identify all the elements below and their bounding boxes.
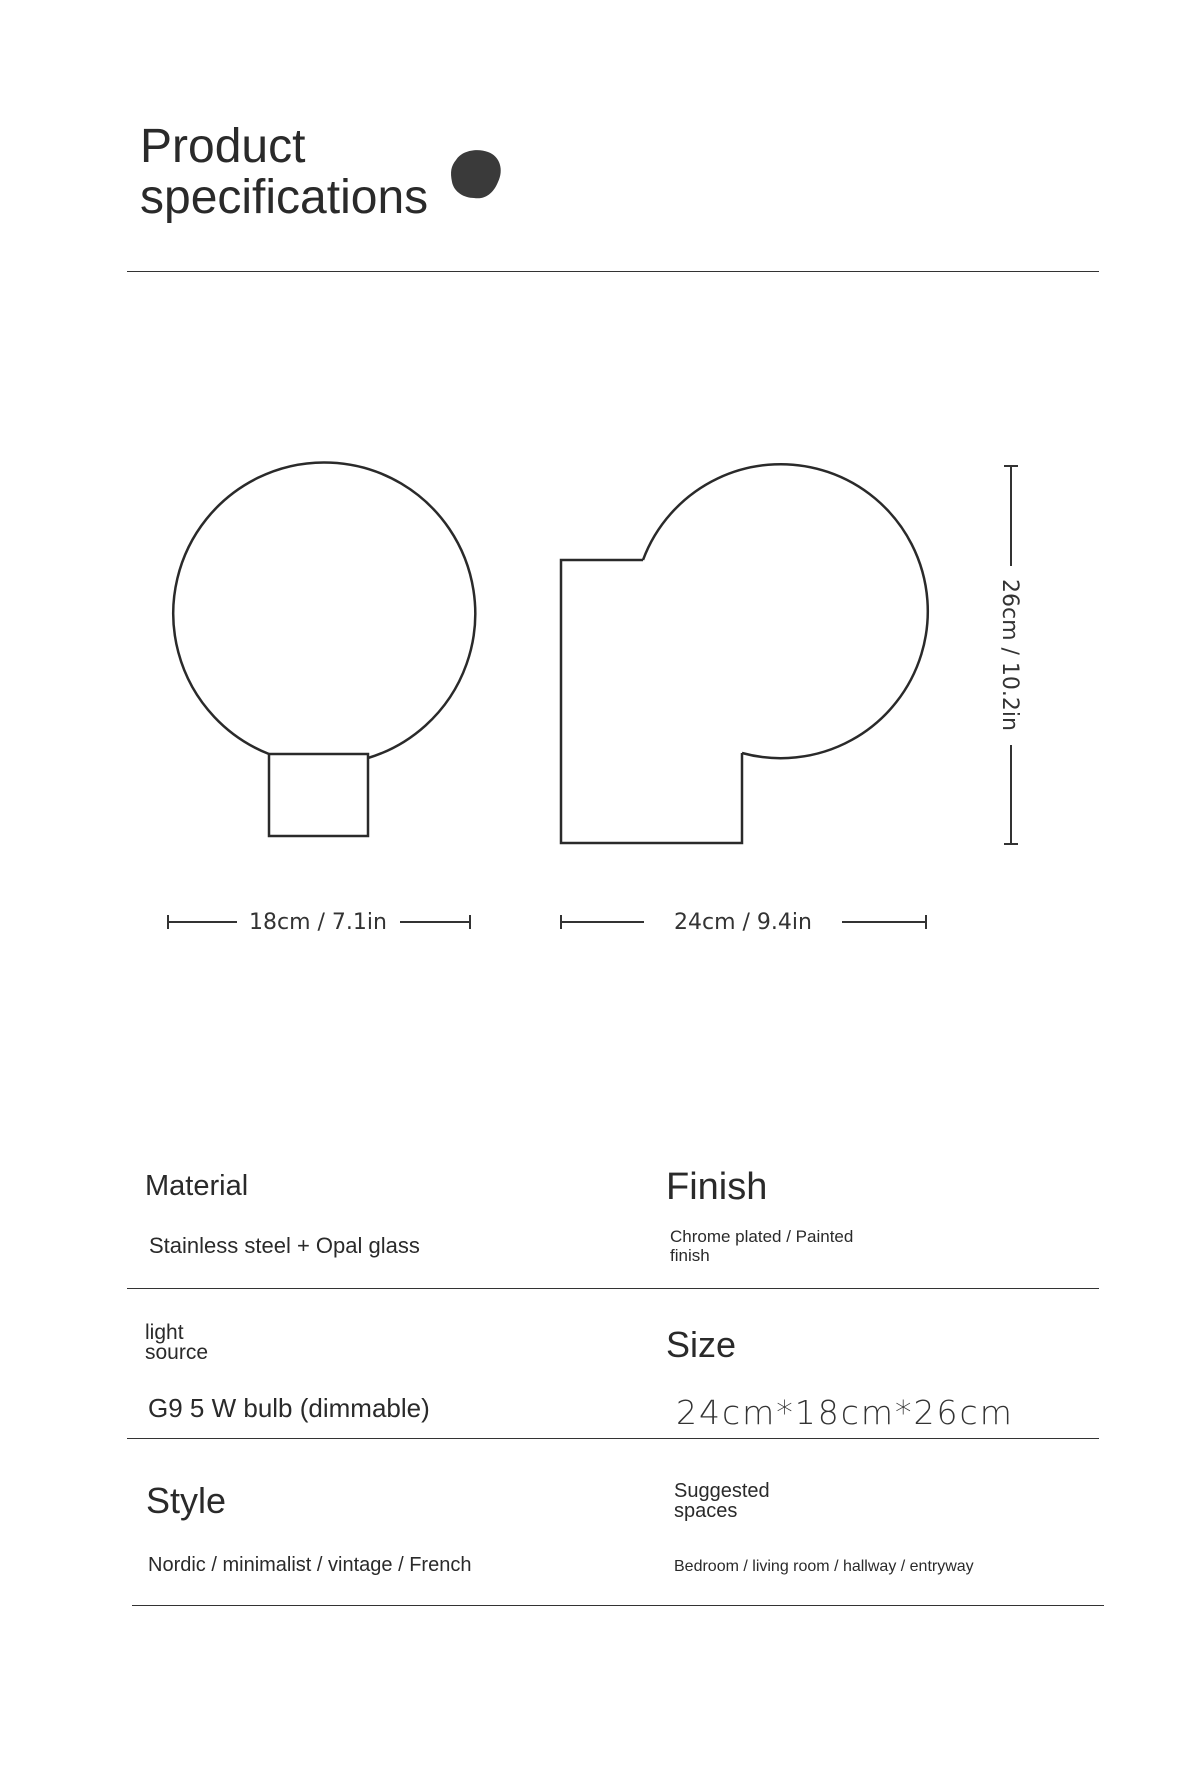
suggested-spaces-value: Bedroom / living room / hallway / entryway (674, 1558, 974, 1575)
title-line-2: specifications (140, 171, 429, 224)
finish-value: Chrome plated / Painted finish (670, 1227, 854, 1265)
front-globe-outline (173, 462, 475, 758)
title-line-1: Product (140, 120, 306, 173)
size-value: 24cm*18cm*26cm (676, 1393, 1014, 1432)
width-side-label: 24cm / 9.4in (674, 910, 812, 935)
style-value: Nordic / minimalist / vintage / French (148, 1554, 472, 1576)
material-value: Stainless steel + Opal glass (149, 1233, 420, 1258)
spec-divider-1 (127, 1288, 1099, 1289)
width-front-label: 18cm / 7.1in (249, 910, 387, 935)
page-title (140, 121, 428, 223)
height-label: 26cm / 10.2in (997, 579, 1022, 731)
finish-label: Finish (666, 1166, 768, 1208)
spec-divider-2 (127, 1438, 1099, 1439)
suggested-spaces-label: Suggested spaces (674, 1480, 770, 1522)
light-source-value: G9 5 W bulb (dimmable) (148, 1393, 430, 1423)
side-stand-outline (561, 560, 742, 843)
front-base-outline (269, 754, 368, 836)
spec-divider-3 (132, 1605, 1104, 1606)
light-source-label: light source (145, 1321, 209, 1364)
decorative-stone-icon (448, 146, 504, 202)
material-label: Material (145, 1170, 249, 1202)
side-globe-outline (643, 464, 928, 758)
size-label: Size (666, 1324, 737, 1365)
header-divider (127, 271, 1099, 272)
style-label: Style (146, 1480, 227, 1521)
